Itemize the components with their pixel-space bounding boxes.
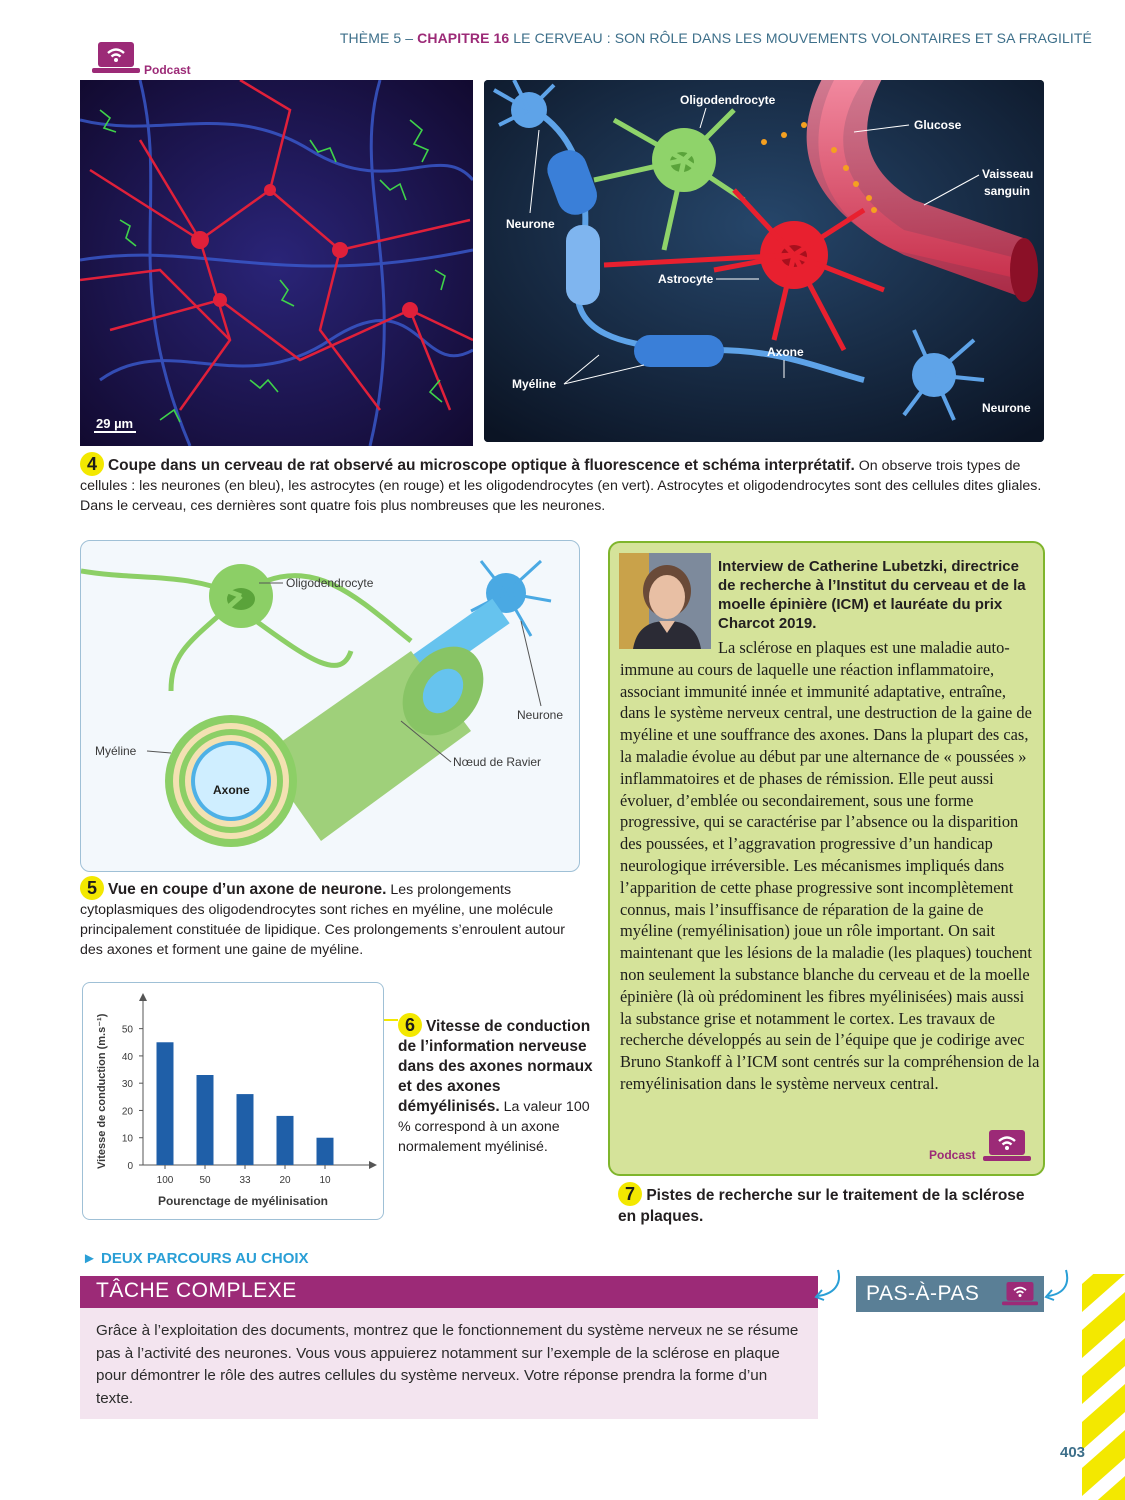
label-noeud-ravier: Nœud de Ravier bbox=[453, 755, 542, 769]
y-tick-label: 50 bbox=[121, 1024, 133, 1036]
conduction-speed-chart bbox=[82, 982, 384, 1220]
curved-arrow-icon-2 bbox=[1040, 1264, 1074, 1304]
doc6-connector bbox=[384, 1019, 398, 1021]
label-astrocyte: Astrocyte bbox=[658, 272, 714, 286]
doc5-number: 5 bbox=[80, 876, 104, 900]
tache-complexe-text: Grâce à l’exploitation des documents, montrez que le fonctionnement du système nerveux ne se résume pas à l’activité des neurones. Vous vous appuierez notamment sur l’exemple de la sclérose en plaque pour démontrer le rôle des autres cellules du système nerveux. Votre réponse prendra la forme d’un texte. bbox=[96, 1322, 799, 1407]
label-myeline-5: Myéline bbox=[95, 744, 137, 758]
header-title: LE CERVEAU : SON RÔLE DANS LES MOUVEMENTS VOLONTAIRES ET SA FRAGILITÉ bbox=[513, 30, 1092, 46]
label-neurone-5: Neurone bbox=[517, 708, 564, 722]
doc6-caption-title: Vitesse de conduction de l’information nerveuse dans des axones normaux et des axones démyélinisés. bbox=[398, 1018, 593, 1115]
portrait-photo bbox=[619, 553, 711, 649]
label-neurone-right: Neurone bbox=[982, 401, 1031, 415]
podcast-link-top[interactable] bbox=[92, 40, 212, 78]
interview-text bbox=[620, 637, 1040, 1095]
y-tick-label: 30 bbox=[121, 1079, 133, 1091]
y-tick-label: 10 bbox=[121, 1133, 133, 1145]
axon-cross-section-figure bbox=[80, 540, 580, 872]
bar bbox=[237, 1094, 254, 1165]
doc5-caption-title: Vue en coupe d’un axone de neurone. bbox=[107, 881, 387, 898]
podcast-link-interview[interactable] bbox=[921, 1128, 1031, 1166]
bar bbox=[317, 1138, 334, 1165]
label-myeline: Myéline bbox=[512, 377, 557, 391]
y-axis-arrow bbox=[139, 993, 147, 1001]
doc4-caption-text: On observe trois types de cellules : les neurones (en bleu), les astrocytes (en rouge) et les oligodendrocytes (en vert). Astrocytes et oligodendrocytes sont des cellules dites gliales. Dans le cerveau, ces dernières sont quatre fois plus nombreuses que les neurones. bbox=[80, 458, 1042, 514]
doc7-number: 7 bbox=[618, 1182, 642, 1206]
chart-x-label: Pourenctage de myélinisation bbox=[157, 1194, 329, 1208]
parcours-heading: ► DEUX PARCOURS AU CHOIX bbox=[82, 1250, 309, 1267]
doc5-caption-text: Les prolongements cytoplasmiques des oligodendrocytes sont riches en myéline, une molécule principalement constituée de lipidique. Ces prolongements s’enroulent autour des axones et forment une gaine de myéline. bbox=[80, 882, 566, 958]
curved-arrow-icon bbox=[806, 1264, 846, 1304]
doc4-caption bbox=[80, 452, 1048, 516]
doc4-number: 4 bbox=[80, 452, 104, 476]
x-tick-label: 100 bbox=[156, 1175, 174, 1186]
doc6-caption bbox=[398, 1013, 598, 1157]
doc4-caption-title: Coupe dans un cerveau de rat observé au microscope optique à fluorescence et schéma interprétatif. bbox=[107, 457, 855, 474]
doc6-number: 6 bbox=[398, 1013, 422, 1037]
page-number: 403 bbox=[1060, 1444, 1086, 1461]
tache-complexe-title: TÂCHE COMPLEXE bbox=[96, 1279, 297, 1302]
label-oligodendrocyte-5: Oligodendrocyte bbox=[286, 576, 374, 590]
pas-a-pas-button[interactable] bbox=[856, 1276, 1044, 1312]
x-tick-label: 10 bbox=[319, 1175, 331, 1186]
x-tick-label: 33 bbox=[239, 1175, 251, 1186]
pas-a-pas-label: PAS-À-PAS bbox=[866, 1282, 980, 1305]
interview-box bbox=[608, 541, 1045, 1176]
chart-y-label: Vitesse de conduction (m.s⁻¹) bbox=[96, 1013, 108, 1169]
label-oligodendrocyte: Oligodendrocyte bbox=[680, 93, 776, 107]
interview-paragraph: La sclérose en plaques est une maladie auto-immune au cours de laquelle une réaction inflammatoire, associant immunité innée et immunité adaptative, entraîne, dans le système nerveux central, une destruction de la gaine de myéline et une souffrance des axones. Dans la plupart des cas, la maladie évolue au début par une alternance de « poussées » inflammatoires et de phases de rémission. Elle peut aussi évoluer, d’emblée ou secondairement, sous une forme progressive, qui se caractérise par l’absence ou la disparition des poussées, et l’aggravation progressive d’un handicap neurologique irréversible. Les mécanismes impliqués dans l’apparition de cette phase progressive sont incomplètement connus, mais l’insuffisance de réparation de la gaine de myéline (remyélinisation) joue un rôle important. On sait maintenant que les lésions de la maladie (les plaques) touchent non seulement la substance blanche du cerveau et de la moelle épinière (là où prédominent les fibres myélinisées) mais aussi la substance grise et notamment le cortex. Les travaux de recherche développés au sein de l’équipe que je codirige avec Bruno Stankoff à l’ICM sont centrés sur la compréhension de la remyélinisation dans le système nerveux central. bbox=[620, 638, 1040, 1093]
doc7-caption-title: Pistes de recherche sur le traitement de la sclérose en plaques. bbox=[618, 1187, 1025, 1225]
label-glucose: Glucose bbox=[914, 118, 962, 132]
laptop-wifi-icon bbox=[1002, 1279, 1038, 1309]
running-header bbox=[300, 30, 1092, 46]
laptop-wifi-icon bbox=[983, 1128, 1031, 1164]
tache-complexe-header[interactable] bbox=[80, 1276, 818, 1308]
label-axone: Axone bbox=[767, 345, 804, 359]
bar bbox=[197, 1075, 214, 1165]
y-tick-label: 20 bbox=[121, 1106, 133, 1118]
label-neurone-left: Neurone bbox=[506, 217, 555, 231]
decorative-stripes bbox=[1082, 1274, 1125, 1500]
x-tick-label: 50 bbox=[199, 1175, 211, 1186]
x-tick-label: 20 bbox=[279, 1175, 291, 1186]
doc7-caption bbox=[618, 1182, 1038, 1227]
label-axone-5: Axone bbox=[213, 783, 250, 797]
bar-chart-svg bbox=[83, 983, 385, 1221]
header-chapter: CHAPITRE 16 bbox=[417, 30, 510, 46]
label-sanguin: sanguin bbox=[984, 184, 1031, 198]
podcast-label-interview: Podcast bbox=[929, 1148, 976, 1162]
bar bbox=[157, 1042, 174, 1165]
fluorescence-micrograph bbox=[80, 80, 473, 446]
header-theme: THÈME 5 – bbox=[339, 30, 414, 46]
laptop-wifi-icon bbox=[92, 40, 140, 76]
tache-complexe-body bbox=[80, 1308, 818, 1419]
label-vaisseau: Vaisseau bbox=[982, 167, 1034, 181]
y-tick-label: 0 bbox=[127, 1161, 133, 1172]
doc6-caption-text: La valeur 100 % correspond à un axone normalement myélinisé. bbox=[398, 1099, 590, 1155]
glial-cells-schema bbox=[484, 80, 1044, 442]
scale-bar-label: 29 µm bbox=[96, 416, 134, 431]
bar bbox=[277, 1116, 294, 1165]
podcast-label: Podcast bbox=[144, 63, 191, 77]
y-tick-label: 40 bbox=[121, 1051, 133, 1063]
x-axis-arrow bbox=[369, 1161, 377, 1169]
doc5-caption bbox=[80, 876, 580, 960]
interview-title: Interview de Catherine Lubetzki, directrice de recherche à l’Institut du cerveau et de la moelle épinière (ICM) et lauréate du prix Charcot 2019. bbox=[718, 558, 1026, 632]
